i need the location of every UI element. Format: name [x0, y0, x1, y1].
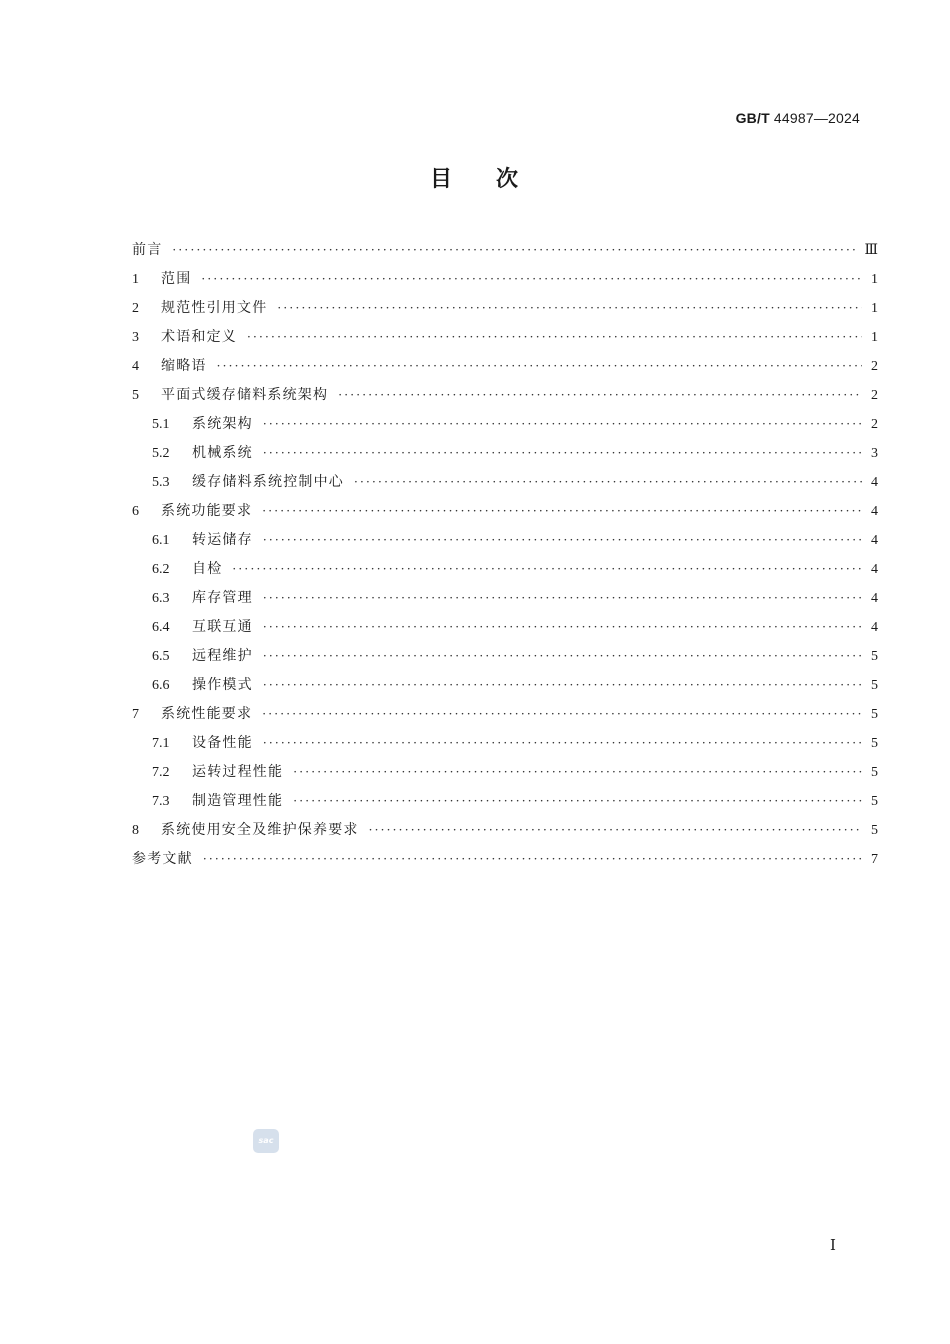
toc-entry-label: 系统性能要求 [161, 706, 253, 722]
toc-entry[interactable] [132, 703, 878, 732]
toc-entry-number: 4 [132, 359, 139, 374]
toc-dot-leader [263, 591, 862, 605]
toc-entry-number: 7.3 [152, 794, 170, 809]
toc-entry-label: 远程维护 [192, 648, 253, 664]
watermark-text: sac [258, 1136, 274, 1145]
toc-entry[interactable] [132, 819, 878, 848]
toc-entry-page: 4 [871, 562, 878, 577]
toc-dot-leader [263, 446, 862, 460]
toc-entry[interactable] [132, 326, 878, 355]
toc-entry-label: 系统功能要求 [161, 503, 253, 519]
toc-dot-leader [263, 620, 862, 634]
toc-entry-number: 5.1 [152, 417, 170, 432]
toc-dot-leader [172, 243, 856, 257]
table-of-contents [132, 239, 878, 877]
toc-entry-number: 6.3 [152, 591, 170, 606]
toc-entry-page: 5 [871, 678, 878, 693]
toc-entry[interactable] [132, 558, 878, 587]
toc-dot-leader [293, 765, 862, 779]
toc-dot-leader [247, 330, 862, 344]
toc-entry-page: Ⅲ [864, 243, 878, 258]
toc-entry[interactable] [132, 384, 878, 413]
toc-entry-number: 3 [132, 330, 139, 345]
toc-entry[interactable] [132, 848, 878, 877]
toc-entry-label: 运转过程性能 [192, 764, 284, 780]
toc-entry-page: 2 [871, 417, 878, 432]
toc-entry[interactable] [132, 674, 878, 703]
toc-entry-page: 3 [871, 446, 878, 461]
toc-entry-page: 7 [871, 852, 878, 867]
toc-dot-leader [263, 736, 862, 750]
toc-entry[interactable] [132, 587, 878, 616]
toc-entry[interactable] [132, 761, 878, 790]
toc-entry[interactable] [132, 616, 878, 645]
toc-entry[interactable] [132, 268, 878, 297]
toc-entry-page: 2 [871, 359, 878, 374]
toc-dot-leader [201, 272, 862, 286]
toc-dot-leader [217, 359, 862, 373]
toc-entry-label: 前言 [132, 242, 163, 258]
toc-entry-number: 1 [132, 272, 139, 287]
toc-entry-label: 系统使用安全及维护保养要求 [161, 822, 359, 838]
toc-entry-page: 5 [871, 736, 878, 751]
toc-entry-label: 平面式缓存储料系统架构 [161, 387, 329, 403]
toc-dot-leader [338, 388, 862, 402]
toc-dot-leader [232, 562, 862, 576]
toc-entry-page: 5 [871, 707, 878, 722]
toc-entry-page: 4 [871, 475, 878, 490]
toc-entry[interactable] [132, 413, 878, 442]
toc-dot-leader [293, 794, 862, 808]
toc-entry-label: 术语和定义 [161, 329, 237, 345]
toc-entry[interactable] [132, 529, 878, 558]
toc-entry-label: 互联互通 [192, 619, 253, 635]
toc-dot-leader [263, 678, 862, 692]
toc-entry-number: 6 [132, 504, 139, 519]
standard-number: 44987—2024 [773, 110, 860, 126]
toc-entry-label: 规范性引用文件 [161, 300, 268, 316]
sac-logo-watermark [253, 1129, 279, 1153]
toc-entry[interactable] [132, 297, 878, 326]
toc-entry-number: 7.2 [152, 765, 170, 780]
toc-entry-label: 缓存储料系统控制中心 [192, 474, 344, 490]
toc-entry-number: 7 [132, 707, 139, 722]
toc-entry-page: 4 [871, 504, 878, 519]
toc-entry-label: 操作模式 [192, 677, 253, 693]
page-title [0, 162, 950, 193]
standard-prefix: GB/T [735, 110, 770, 126]
standard-code [736, 110, 860, 126]
toc-entry-label: 系统架构 [192, 416, 253, 432]
toc-entry-label: 库存管理 [192, 590, 253, 606]
toc-dot-leader [263, 649, 862, 663]
toc-entry-page: 5 [871, 794, 878, 809]
toc-entry-label: 转运储存 [192, 532, 253, 548]
toc-entry-number: 6.4 [152, 620, 170, 635]
toc-entry-number: 2 [132, 301, 139, 316]
toc-dot-leader [277, 301, 862, 315]
toc-entry[interactable] [132, 732, 878, 761]
toc-entry[interactable] [132, 355, 878, 384]
toc-dot-leader [262, 504, 862, 518]
toc-dot-leader [263, 533, 862, 547]
toc-dot-leader [262, 707, 862, 721]
toc-entry-page: 5 [871, 823, 878, 838]
toc-entry-number: 5 [132, 388, 139, 403]
toc-entry-page: 4 [871, 591, 878, 606]
toc-entry[interactable] [132, 471, 878, 500]
toc-entry-page: 1 [871, 330, 878, 345]
toc-entry-number: 6.2 [152, 562, 170, 577]
toc-entry-page: 4 [871, 620, 878, 635]
toc-dot-leader [369, 823, 862, 837]
toc-entry-number: 6.5 [152, 649, 170, 664]
toc-entry-number: 5.2 [152, 446, 170, 461]
toc-entry-label: 缩略语 [161, 358, 207, 374]
toc-entry[interactable] [132, 790, 878, 819]
toc-entry-label: 制造管理性能 [192, 793, 284, 809]
toc-dot-leader [203, 852, 862, 866]
toc-entry-page: 5 [871, 765, 878, 780]
toc-entry-label: 范围 [161, 271, 192, 287]
toc-entry-page: 2 [871, 388, 878, 403]
toc-entry-label: 设备性能 [192, 735, 253, 751]
page-title-part2: 次 [496, 167, 521, 192]
toc-entry[interactable] [132, 500, 878, 529]
page-number: Ⅰ [830, 1238, 836, 1254]
page-title-part1: 目 [429, 167, 454, 192]
toc-entry-number: 6.1 [152, 533, 170, 548]
toc-entry-page: 1 [871, 301, 878, 316]
toc-entry-page: 5 [871, 649, 878, 664]
toc-dot-leader [354, 475, 862, 489]
toc-dot-leader [263, 417, 862, 431]
toc-entry-number: 8 [132, 823, 139, 838]
toc-entry-number: 7.1 [152, 736, 170, 751]
toc-entry-page: 4 [871, 533, 878, 548]
toc-entry-label: 自检 [192, 561, 223, 577]
toc-entry-number: 6.6 [152, 678, 170, 693]
toc-entry-page: 1 [871, 272, 878, 287]
toc-entry[interactable] [132, 645, 878, 674]
toc-entry-label: 机械系统 [192, 445, 253, 461]
toc-entry[interactable] [132, 239, 878, 268]
toc-entry[interactable] [132, 442, 878, 471]
toc-entry-number: 5.3 [152, 475, 170, 490]
toc-entry-label: 参考文献 [132, 851, 193, 867]
